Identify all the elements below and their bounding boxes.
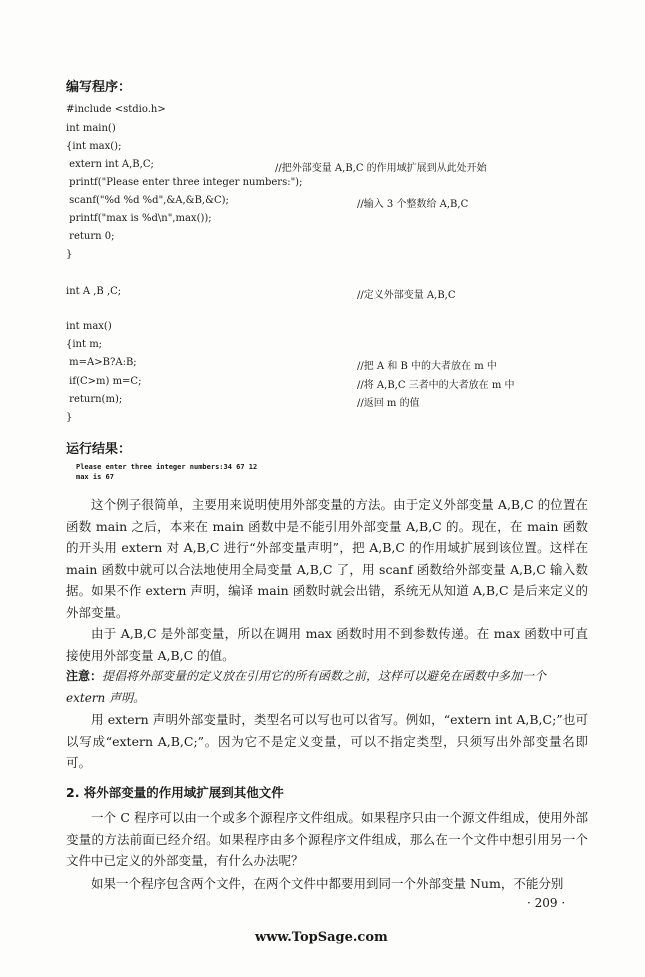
code-comment: //把外部变量 A,B,C 的作用域扩展到从此处开始 [275, 163, 487, 174]
paragraph-multifile: 一个 C 程序可以由一个或多个源程序文件组成。如果程序只由一个源文件组成，使用外部变量的方法前面已经介绍。如果程序由多个源程序文件组成，那么在一个文件中想引用另一个文件中已定义的外部变量，有什么办法呢？ [66, 810, 588, 868]
code-line: m=A>B?A:B; [66, 357, 137, 368]
code-line: printf("Please enter three integer numbers:"); [66, 177, 303, 188]
code-line: {int m; [66, 339, 103, 350]
note-text: 提倡将外部变量的定义放在引用它的所有函数之前，这样可以避免在函数中多加一个 extern 声明。 [66, 669, 547, 705]
note-paragraph [66, 666, 588, 709]
code-line: {int max(); [66, 141, 122, 152]
terminal-line: Please enter three integer numbers:34 67 12 [76, 463, 258, 471]
code-line: int main() [66, 123, 116, 134]
code-line: scanf("%d %d %d",&A,&B,&C); [66, 195, 229, 206]
code-line: #include <stdio.h> [66, 104, 166, 115]
code-comment: //返回 m 的值 [357, 398, 420, 409]
code-line: if(C>m) m=C; [66, 376, 142, 387]
code-comment: //将 A,B,C 三者中的大者放在 m 中 [357, 380, 515, 391]
result-heading: 运行结果： [66, 442, 132, 457]
code-line-global-vars: int A ,B ,C; [66, 286, 122, 297]
code-comment: //输入 3 个整数给 A,B,C [357, 199, 469, 210]
program-heading: 编写程序： [66, 80, 132, 95]
code-line: } [66, 412, 73, 423]
code-line: return 0; [66, 231, 115, 242]
note-label: 注意： [66, 669, 103, 683]
code-line: return(m); [66, 394, 123, 405]
code-line: extern int A,B,C; [66, 159, 154, 170]
code-line: int max() [66, 321, 112, 332]
code-line: } [66, 249, 73, 260]
footer-url: www.TopSage.com [255, 930, 388, 945]
page-number: · 209 · [527, 896, 566, 910]
code-comment: //把 A 和 B 中的大者放在 m 中 [357, 361, 497, 372]
code-line: printf("max is %d\n",max()); [66, 213, 212, 224]
paragraph-extern: 用 extern 声明外部变量时，类型名可以写也可以省写。例如，“extern int A,B,C;”也可以写成“extern A,B,C;”。因为它不是定义变量，可以不指定类型，只须写出外部变量名即可。 [66, 712, 588, 770]
section-title: 2. 将外部变量的作用域扩展到其他文件 [66, 785, 284, 800]
paragraph-two-files: 如果一个程序包含两个文件，在两个文件中都要用到同一个外部变量 Num，不能分别 [91, 876, 564, 891]
paragraph-explanation: 这个例子很简单，主要用来说明使用外部变量的方法。由于定义外部变量 A,B,C 的位置在函数 main 之后，本来在 main 函数中是不能引用外部变量 A,B,C 的。现在，在 main 函数的开头用 extern 对 A,B,C 进行“外部变量声明”，把 A,B,C 的作用域扩展到该位置。这样在 main 函数中就可以合法地使用全局变量 A,B,C 了，用 scanf 函数给外部变量 A,B,C 输入数据。如果不作 extern 声明，编译 main 函数时就会出错，系统无从知道 A,B,C 是后来定义的外部变量。 [66, 497, 588, 620]
code-comment: //定义外部变量 A,B,C [357, 290, 456, 301]
paragraph-parameters: 由于 A,B,C 是外部变量，所以在调用 max 函数时用不到参数传递。在 max 函数中可直接使用外部变量 A,B,C 的值。 [66, 626, 588, 663]
terminal-line: max is 67 [76, 473, 114, 481]
